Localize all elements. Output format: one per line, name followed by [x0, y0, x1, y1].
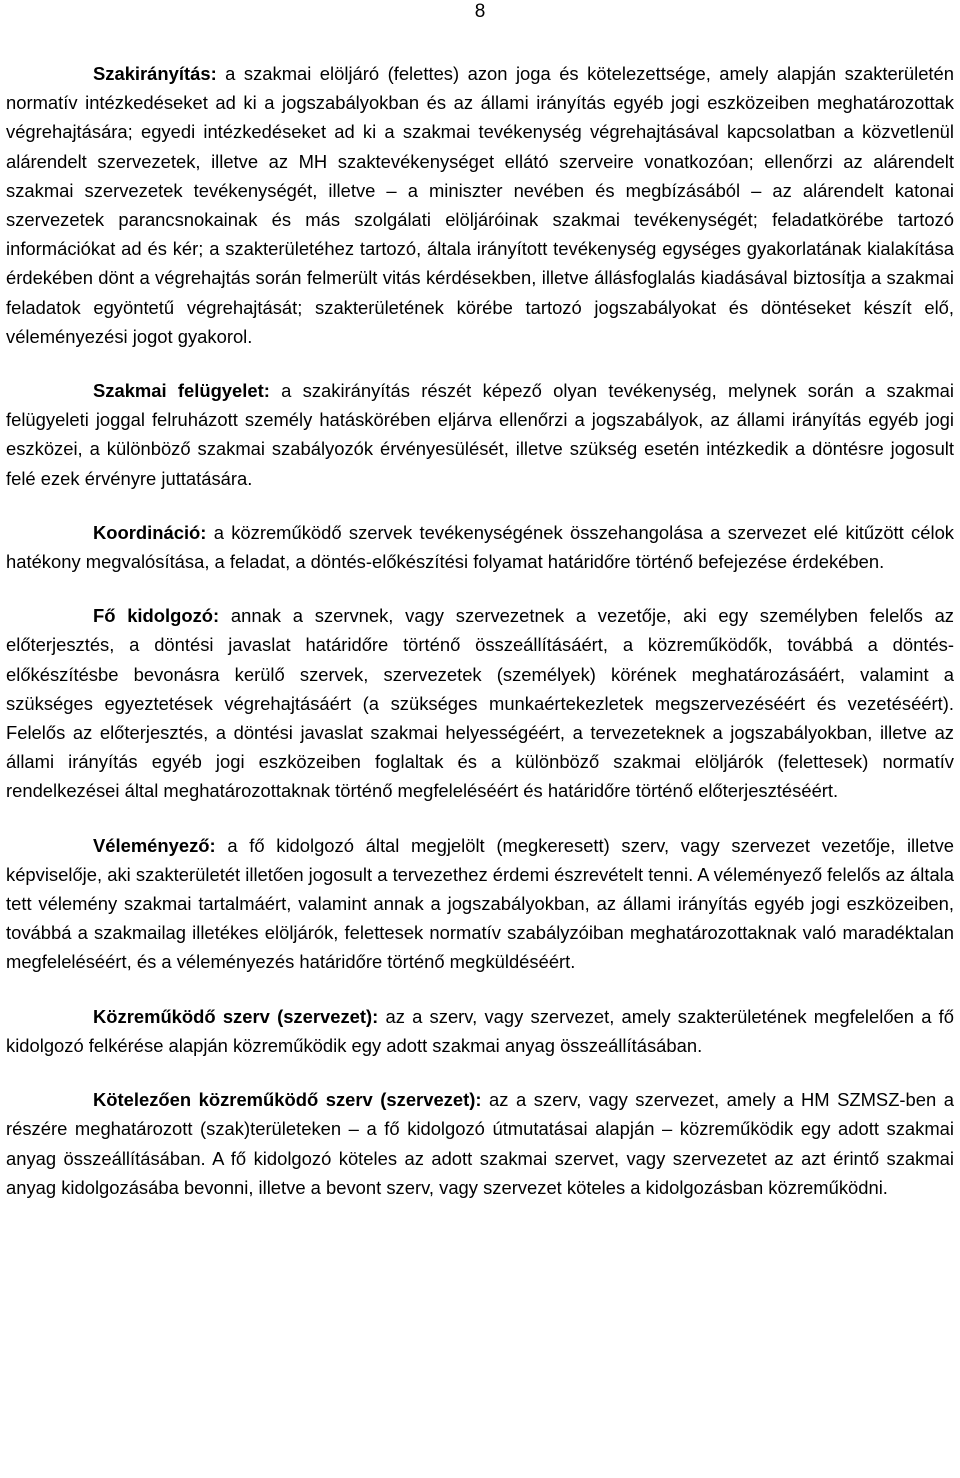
definition-paragraph: [6, 1085, 954, 1202]
definition-term: Közreműködő szerv (szervezet):: [93, 1005, 379, 1027]
definition-paragraph: [6, 601, 954, 805]
definition-paragraph: [6, 376, 954, 493]
document-body: [6, 59, 954, 1202]
definition-term: Kötelezően közreműködő szerv (szervezet):: [93, 1089, 482, 1111]
definition-text: a fő kidolgozó által megjelölt (megkeresett) szerv, vagy szervezet vezetője, illetve képviselője, aki szakterületét illetően jogosult a tervezethez érdemi észrevételt tenni. A véleményező felelős az általa tett vélemény szakmai tartalmáért, valamint annak a jogszabályokban, az állami irányítás egyéb jogi eszközeiben, továbbá a szakmailag illetékes elöljárók, felettesek normatív szabályzóiban meghatározottaknak való maradéktalan megfeleléséért, és a véleményezés határidőre történő megküldéséért.: [6, 834, 954, 973]
definition-paragraph: [6, 59, 954, 351]
definition-term: Szakirányítás:: [93, 63, 217, 84]
definition-term: Véleményező:: [93, 834, 216, 856]
definition-text: a közreműködő szervek tevékenységének összehangolása a szervezet elé kitűzött célok hatékony megvalósítása, a feladat, a döntés-előkészítési folyamat határidőre történő befejezése érdekében.: [6, 521, 954, 573]
definition-paragraph: [6, 518, 954, 576]
definition-text: az a szerv, vagy szervezet, amely szakterületének megfelelően a fő kidolgozó felkérése alapján közreműködik egy adott szakmai anyag összeállításában.: [6, 1005, 954, 1056]
definition-paragraph: [6, 831, 954, 977]
definition-text: a szakirányítás részét képező olyan tevékenység, melynek során a szakmai felügyeleti joggal felruházott személy hatáskörében eljárva ellenőrzi a jogszabályok, az állami irányítás egyéb jogi eszközei, a különböző szakmai szabályozók érvényesülését, illetve szükség esetén intézkedik a döntésre jogosult felé ezek érvényre juttatására.: [6, 380, 954, 489]
definition-term: Fő kidolgozó:: [93, 605, 220, 627]
definition-text: a szakmai elöljáró (felettes) azon joga és kötelezettsége, amely alapján szakterületén normatív intézkedéseket ad ki a jogszabályokban és az állami irányítás egyéb jogi eszközeiben meghatározottak végrehajtására; egyedi intézkedéseket ad ki a szakmai tevékenység végrehajtásával kapcsolatban a közvetlenül alárendelt szervezetek, illetve az MH szaktevékenységet ellátó szerveire vonatkozóan; ellenőrzi az alárendelt szakmai szervezetek tevékenységét, illetve – a miniszter nevében és megbízásából – az alárendelt katonai szervezetek parancsnokainak és más szolgálati elöljáróinak szakmai tevékenységét; feladatkörébe tartozó információkat ad és kér; a szakterületéhez tartozó, általa irányított tevékenység egységes gyakorlatának kialakítása érdekében dönt a végrehajtás során felmerült vitás kérdésekben, illetve állásfoglalás kiadásával biztosítja a szakmai feladatok egyöntetű végrehajtását; szakterületének körébe tartozó jogszabályokat és döntéseket készít elő, véleményezési jogot gyakorol.: [6, 63, 954, 347]
definition-text: annak a szervnek, vagy szervezetnek a vezetője, aki egy személyben felelős az előterjesztés, a döntési javaslat határidőre történő összeállításáért, a közreműködők, továbbá a döntés-előkészítésbe bevonásra kerülő szervek, szervezetek (személyek) körének meghatározásáért, valamint a szükséges egyeztetések végrehajtásáért (a szükséges munkaértekezletek megszervezéséért és vezetéséért). Felelős az előterjesztés, a döntési javaslat szakmai helyességéért, a tervezeteknek a jogszabályokban, illetve az állami irányítás egyéb jogi eszközeiben foglaltak és a különböző szakmai elöljárók (felettesek) normatív rendelkezései által meghatározottaknak történő megfeleléséért és határidőre történő előterjesztéséért.: [6, 605, 954, 802]
definition-text: az a szerv, vagy szervezet, amely a HM SZMSZ-ben a részére meghatározott (szak)területeken – a fő kidolgozó útmutatásai alapján – közreműködik egy adott szakmai anyag összeállításában. A fő kidolgozó köteles az adott szakmai szervet, vagy szervezetet az azt érintő szakmai anyag kidolgozásába bevonni, illetve a bevont szerv, vagy szervezet köteles a kidolgozásban közreműködni.: [6, 1089, 955, 1198]
definition-term: Koordináció:: [93, 521, 207, 543]
definition-term: Szakmai felügyelet:: [93, 380, 270, 402]
page-number: 8: [474, 1, 486, 22]
definition-paragraph: [6, 1002, 954, 1060]
